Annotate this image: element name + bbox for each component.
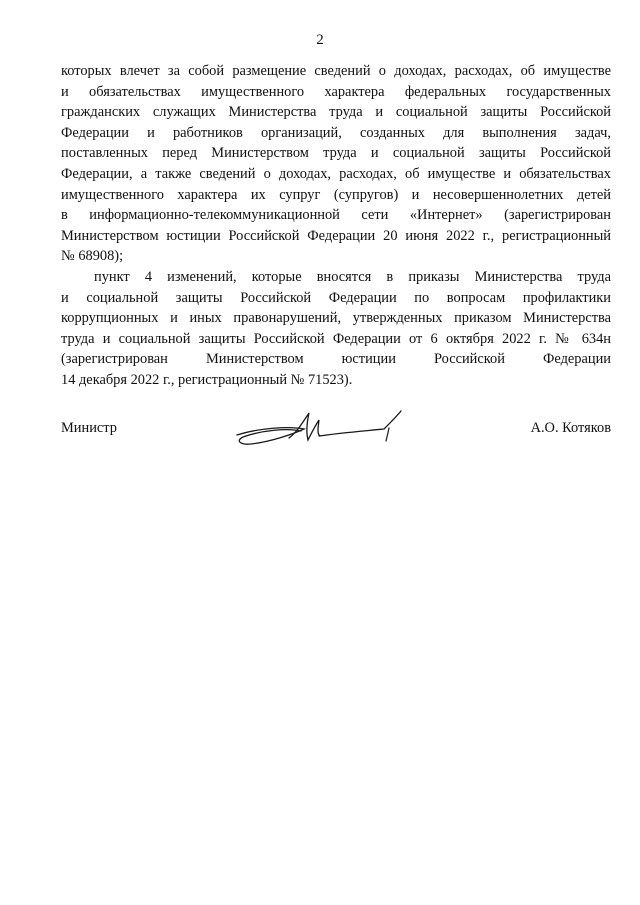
text-line: в информационно-телекоммуникационной сети «Интернет» (зарегистрирован — [61, 207, 611, 224]
text-line: № 68908); — [61, 248, 124, 265]
signer-title: Министр — [61, 420, 117, 436]
text-line: Министерством юстиции Российской Федерации 20 июня 2022 г., регистрационный — [61, 227, 611, 244]
text-line: которых влечет за собой размещение сведений о доходах, расходах, об имуществе — [61, 63, 611, 79]
text-line: коррупционных и иных правонарушений, утвержденных приказом Министерства — [61, 310, 611, 327]
text-line: имущественного характера их супруг (супругов) и несовершеннолетних детей — [61, 186, 611, 203]
text-line: поставленных перед Министерством труда и социальной защиты Российской — [61, 145, 611, 162]
text-line: труда и социальной защиты Российской Федерации от 6 октября 2022 г. № 634н — [61, 330, 611, 347]
text-line: Федерации, а также сведений о доходах, расходах, об имуществе и обязательствах — [61, 165, 611, 182]
text-line: и обязательствах имущественного характера федеральных государственных — [61, 83, 611, 100]
text-line: гражданских служащих Министерства труда и социальной защиты Российской — [61, 104, 611, 121]
paragraph-1 — [61, 61, 611, 267]
signature-block — [61, 408, 611, 458]
text-line: Федерации и работников организаций, созданных для выполнения задач, — [61, 124, 611, 141]
text-line: и социальной защиты Российской Федерации по вопросам профилактики — [61, 289, 611, 306]
text-line: пункт 4 изменений, которые вносятся в приказы Министерства труда — [94, 268, 611, 285]
paragraph-2 — [61, 267, 611, 391]
text-line: (зарегистрирован Министерством юстиции Российской Федерации — [61, 351, 611, 368]
handwritten-signature — [229, 408, 409, 452]
signer-name: А.О. Котяков — [530, 420, 611, 436]
text-line: 14 декабря 2022 г., регистрационный № 71523). — [61, 371, 353, 388]
page-number: 2 — [316, 32, 324, 48]
document-body — [61, 61, 611, 391]
